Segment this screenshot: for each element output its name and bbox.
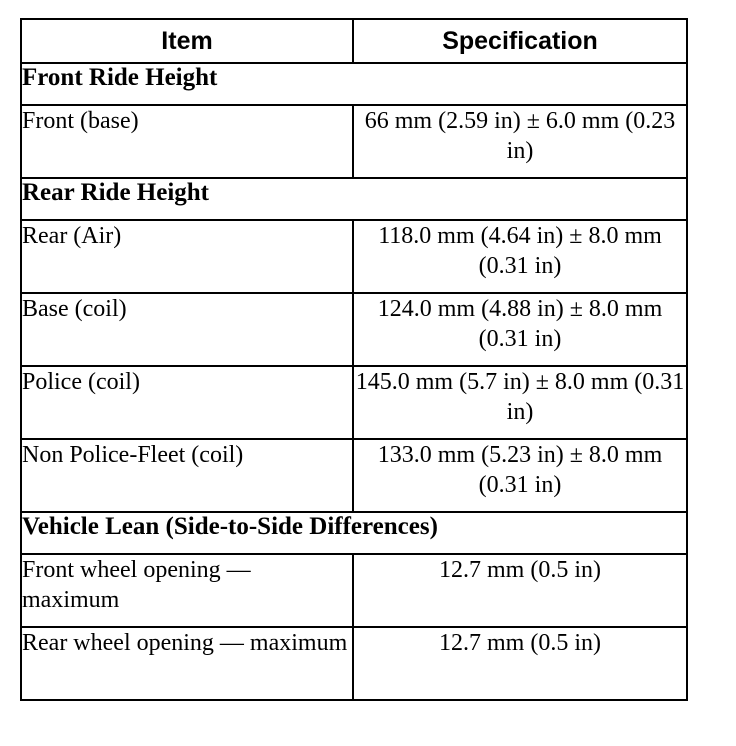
table-row (21, 366, 687, 439)
spec-cell: 133.0 mm (5.23 in) ± 8.0 mm (0.31 in) (353, 439, 687, 512)
spec-cell: 145.0 mm (5.7 in) ± 8.0 mm (0.31 in) (353, 366, 687, 439)
item-cell: Front wheel opening — maximum (21, 554, 353, 627)
section-title: Vehicle Lean (Side-to-Side Differences) (21, 512, 687, 554)
table-row (21, 293, 687, 366)
spec-cell: 66 mm (2.59 in) ± 6.0 mm (0.23 in) (353, 105, 687, 178)
table-row (21, 627, 687, 700)
table-row (21, 554, 687, 627)
item-cell: Base (coil) (21, 293, 353, 366)
header-row (21, 19, 687, 63)
header-specification: Specification (353, 19, 687, 63)
item-cell: Rear (Air) (21, 220, 353, 293)
table-row (21, 439, 687, 512)
item-cell: Rear wheel opening — maximum (21, 627, 353, 700)
spec-cell: 124.0 mm (4.88 in) ± 8.0 mm (0.31 in) (353, 293, 687, 366)
spec-cell: 12.7 mm (0.5 in) (353, 554, 687, 627)
section-row-rear-ride-height (21, 178, 687, 220)
section-title: Front Ride Height (21, 63, 687, 105)
table-row (21, 220, 687, 293)
specification-table (20, 18, 688, 701)
table-row (21, 105, 687, 178)
item-cell: Non Police-Fleet (coil) (21, 439, 353, 512)
section-row-front-ride-height (21, 63, 687, 105)
header-item: Item (21, 19, 353, 63)
section-title: Rear Ride Height (21, 178, 687, 220)
spec-cell: 118.0 mm (4.64 in) ± 8.0 mm (0.31 in) (353, 220, 687, 293)
item-cell: Front (base) (21, 105, 353, 178)
section-row-vehicle-lean (21, 512, 687, 554)
spec-cell: 12.7 mm (0.5 in) (353, 627, 687, 700)
item-cell: Police (coil) (21, 366, 353, 439)
